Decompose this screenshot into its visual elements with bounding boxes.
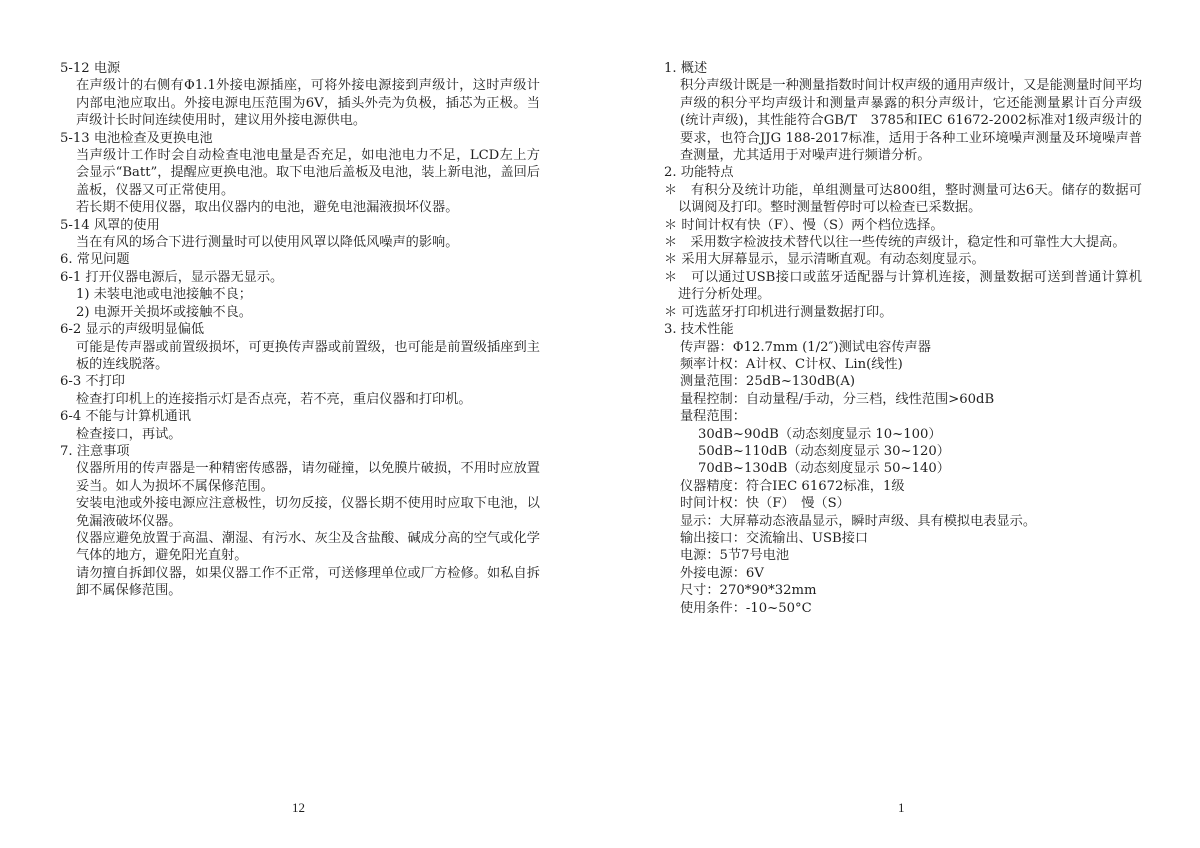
section-heading: 6-2 显示的声级明显偏低 (60, 322, 205, 338)
paragraph: 积分声级计既是一种测量指数时间计权声级的通用声级计，又是能测量时间平均声级的积分平均声级计和测量声暴露的积分声级计，它还能测量累计百分声级(统计声级)，其性能符合GB/T 3785和IEC 61672-2002标准对1级声级计的要求，也符合JJG 188-2017标准，适用于各种工业环境噪声测量及环境噪声普查测量，尤其适用于对噪声进行频谱分析。 (680, 78, 1142, 164)
right-page (664, 60, 1142, 617)
range-item: 50dB~110dB（动态刻度显示 30~120） (698, 443, 950, 459)
section-heading: 2. 功能特点 (664, 165, 734, 181)
paragraph: 量程控制：自动量程/手动，分三档，线性范围>60dB (680, 391, 995, 407)
section-heading: 6-3 不打印 (60, 374, 125, 390)
paragraph: 显示：大屏幕动态液晶显示，瞬时声级、具有模拟电表显示。 (680, 513, 1037, 529)
paragraph: 请勿擅自拆卸仪器，如果仪器工作不正常，可送修理单位或厂方检修。如私自拆卸不属保修范围。 (76, 565, 540, 599)
paragraph: 当在有风的场合下进行测量时可以使用风罩以降低风噪声的影响。 (76, 235, 459, 251)
section-heading: 3. 技术性能 (664, 322, 734, 338)
section-heading: 6. 常见问题 (60, 252, 130, 268)
bullet-item: ＊ 采用数字检波技术替代以往一些传统的声级计，稳定性和可靠性大大提高。 (664, 235, 1126, 251)
paragraph: 1) 未装电池或电池接触不良； (76, 287, 252, 303)
paragraph: 外接电源：6V (680, 565, 764, 581)
paragraph: 可能是传声器或前置级损坏，可更换传声器或前置级，也可能是前置级插座到主板的连线脱落。 (76, 339, 540, 372)
section-heading: 7. 注意事项 (60, 443, 130, 459)
section-heading: 1. 概述 (664, 61, 708, 76)
bullet-item: ＊ 时间计权有快（F）、慢（S）两个档位选择。 (664, 217, 944, 233)
paragraph: 传声器：Φ12.7mm (1/2″)测试电容传声器 (680, 339, 931, 355)
section-heading: 5-12 电源 (60, 61, 121, 76)
paragraph: 测量范围：25dB~130dB(A) (680, 374, 856, 390)
bullet-item: ＊ 可以通过USB接口或蓝牙适配器与计算机连接，测量数据可送到普通计算机进行分析处理。 (664, 269, 1142, 303)
bullet-item: ＊ 采用大屏幕显示，显示清晰直观。有动态刻度显示。 (664, 252, 985, 268)
page-number-right: 1 (898, 800, 905, 815)
bullet-item: ＊ 可选蓝牙打印机进行测量数据打印。 (664, 304, 893, 320)
range-item: 70dB~130dB（动态刻度显示 50~140） (698, 461, 950, 477)
paragraph: 安装电池或外接电源应注意极性，切勿反接，仪器长期不使用时应取下电池，以免漏液破坏仪器。 (76, 496, 540, 529)
range-item: 30dB~90dB（动态刻度显示 10~100） (698, 426, 942, 442)
section-heading: 6-1 打开仪器电源后，显示器无显示。 (60, 269, 284, 285)
paragraph: 时间计权：快（F） 慢（S） (680, 496, 850, 512)
paragraph: 当声级计工作时会自动检查电池电量是否充足，如电池电力不足，LCD左上方会显示“Batt”，提醒应更换电池。取下电池后盖板及电池，装上新电池，盖回后盖板，仪器又可正常使用。 (76, 148, 540, 198)
paragraph: 量程范围： (680, 409, 746, 425)
paragraph: 输出接口：交流输出、USB接口 (680, 530, 869, 546)
page-number-left: 12 (292, 800, 305, 815)
paragraph: 尺寸：270*90*32mm (680, 583, 817, 599)
paragraph: 仪器所用的传声器是一种精密传感器，请勿碰撞，以免膜片破损，不用时应放置妥当。如人为损坏不属保修范围。 (76, 461, 540, 494)
paragraph: 频率计权：A计权、C计权、Lin(线性) (680, 356, 903, 372)
paragraph: 若长期不使用仪器，取出仪器内的电池，避免电池漏液损坏仪器。 (76, 200, 459, 216)
paragraph: 在声级计的右侧有Φ1.1外接电源插座，可将外接电源接到声级计，这时声级计内部电池应取出。外接电源电压范围为6V，插头外壳为负极，插芯为正极。当声级计长时间连续使用时，建议用外接电源供电。 (76, 78, 540, 129)
bullet-item: ＊ 有积分及统计功能，单组测量可达800组，整时测量可达6天。储存的数据可以调阅及打印。整时测量暂停时可以检查已采数据。 (664, 182, 1142, 216)
paragraph: 检查打印机上的连接指示灯是否点亮，若不亮，重启仪器和打印机。 (76, 391, 472, 407)
paragraph: 检查接口，再试。 (76, 426, 182, 442)
paragraph: 2) 电源开关损坏或接触不良。 (76, 304, 252, 320)
section-heading: 6-4 不能与计算机通讯 (60, 409, 191, 425)
section-heading: 5-13 电池检查及更换电池 (60, 130, 213, 146)
paragraph: 使用条件：-10~50°C (680, 600, 812, 616)
left-page (60, 60, 540, 600)
paragraph: 电源：5节7号电池 (680, 548, 790, 564)
paragraph: 仪器精度：符合IEC 61672标准，1级 (680, 478, 905, 494)
paragraph: 仪器应避免放置于高温、潮湿、有污水、灰尘及含盐酸、碱成分高的空气或化学气体的地方，避免阳光直射。 (76, 530, 540, 564)
section-heading: 5-14 风罩的使用 (60, 217, 160, 233)
